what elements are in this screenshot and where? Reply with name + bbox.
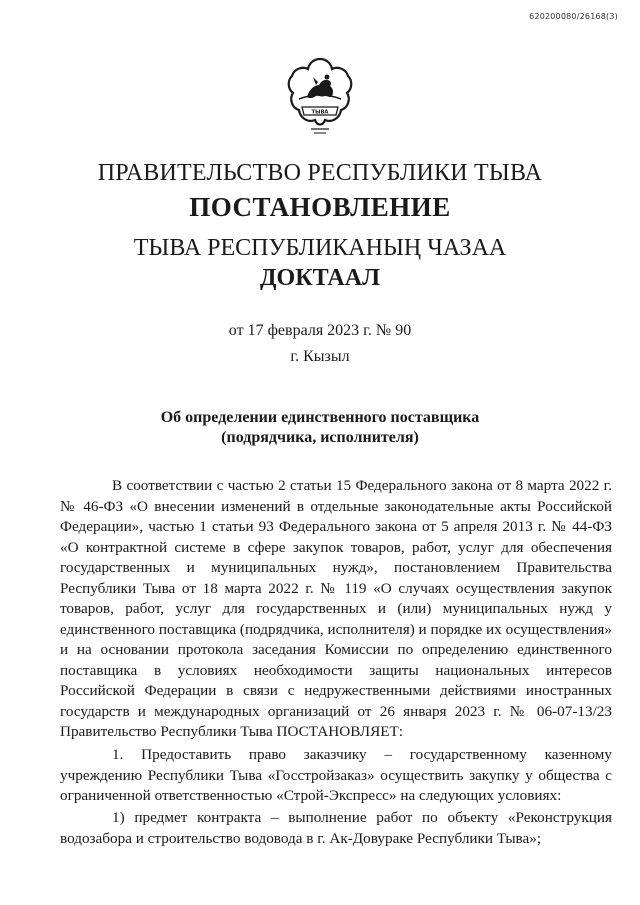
preamble-paragraph: В соответствии с частью 2 статьи 15 Федерального закона от 8 марта 2022 г. № 46-ФЗ «О внесении изменений в отдельные законодательные акты Российской Федерации», частью 1 статьи 93 Федерального закона от 5 апреля 2013 г. № 44-ФЗ «О контрактной системе в сфере закупок товаров, работ, услуг для обеспечения государственных и муниципальных нужд», постановлением Правительства Республики Тыва от 18 марта 2022 г. № 119 «О случаях осуществления закупок товаров, работ, услуг для государственных и (или) муниципальных нужд у единственного поставщика (подрядчика, исполнителя) и порядке их осуществления» и на основании протокола заседания Комиссии по определению единственного поставщика в условиях необходимости защиты национальных интересов Российской Федерации в связи с недружественными действиями иностранных государств и международных организаций от 26 января 2023 г. № 06-07-13/23 Правительство Республики Тыва ПОСТАНОВЛЯЕТ:: [60, 477, 612, 740]
document-type-ru: ПОСТАНОВЛЕНИЕ: [189, 192, 451, 222]
emblem-inscription: ТЫВА: [311, 109, 329, 116]
organization-name-tyv: ТЫВА РЕСПУБЛИКАНЫҢ ЧАЗАА: [133, 235, 507, 261]
document-registration-code: 620200080/26168(3): [529, 12, 618, 21]
document-type-tyv: ДОКТААЛ: [260, 265, 380, 291]
tuva-emblem-icon: [285, 55, 355, 143]
coat-of-arms-emblem: [285, 55, 355, 143]
preamble-block: [60, 476, 612, 743]
title-line-2: (подрядчика, исполнителя): [221, 429, 419, 446]
document-date-number: от 17 февраля 2023 г. № 90: [228, 322, 412, 339]
organization-name-ru: ПРАВИТЕЛЬСТВО РЕСПУБЛИКИ ТЫВА: [97, 160, 543, 186]
item-1-block: [60, 745, 612, 807]
document-place: г. Кызыл: [290, 348, 350, 365]
item-1-subitem-1-block: [60, 808, 612, 849]
document-title: [0, 408, 640, 448]
item-1-subitem-1-paragraph: 1) предмет контракта – выполнение работ по объекту «Реконструкция водозабора и строительство водовода в г. Ак-Довураке Республики Тыва»;: [60, 809, 612, 847]
title-line-1: Об определении единственного поставщика: [160, 409, 480, 426]
item-1-paragraph: 1. Предоставить право заказчику – государственному казенному учреждению Республики Тыва «Госстройзаказ» осуществить закупку у общества с ограниченной ответственностью «Строй-Экспресс» на следующих условиях:: [60, 746, 612, 804]
